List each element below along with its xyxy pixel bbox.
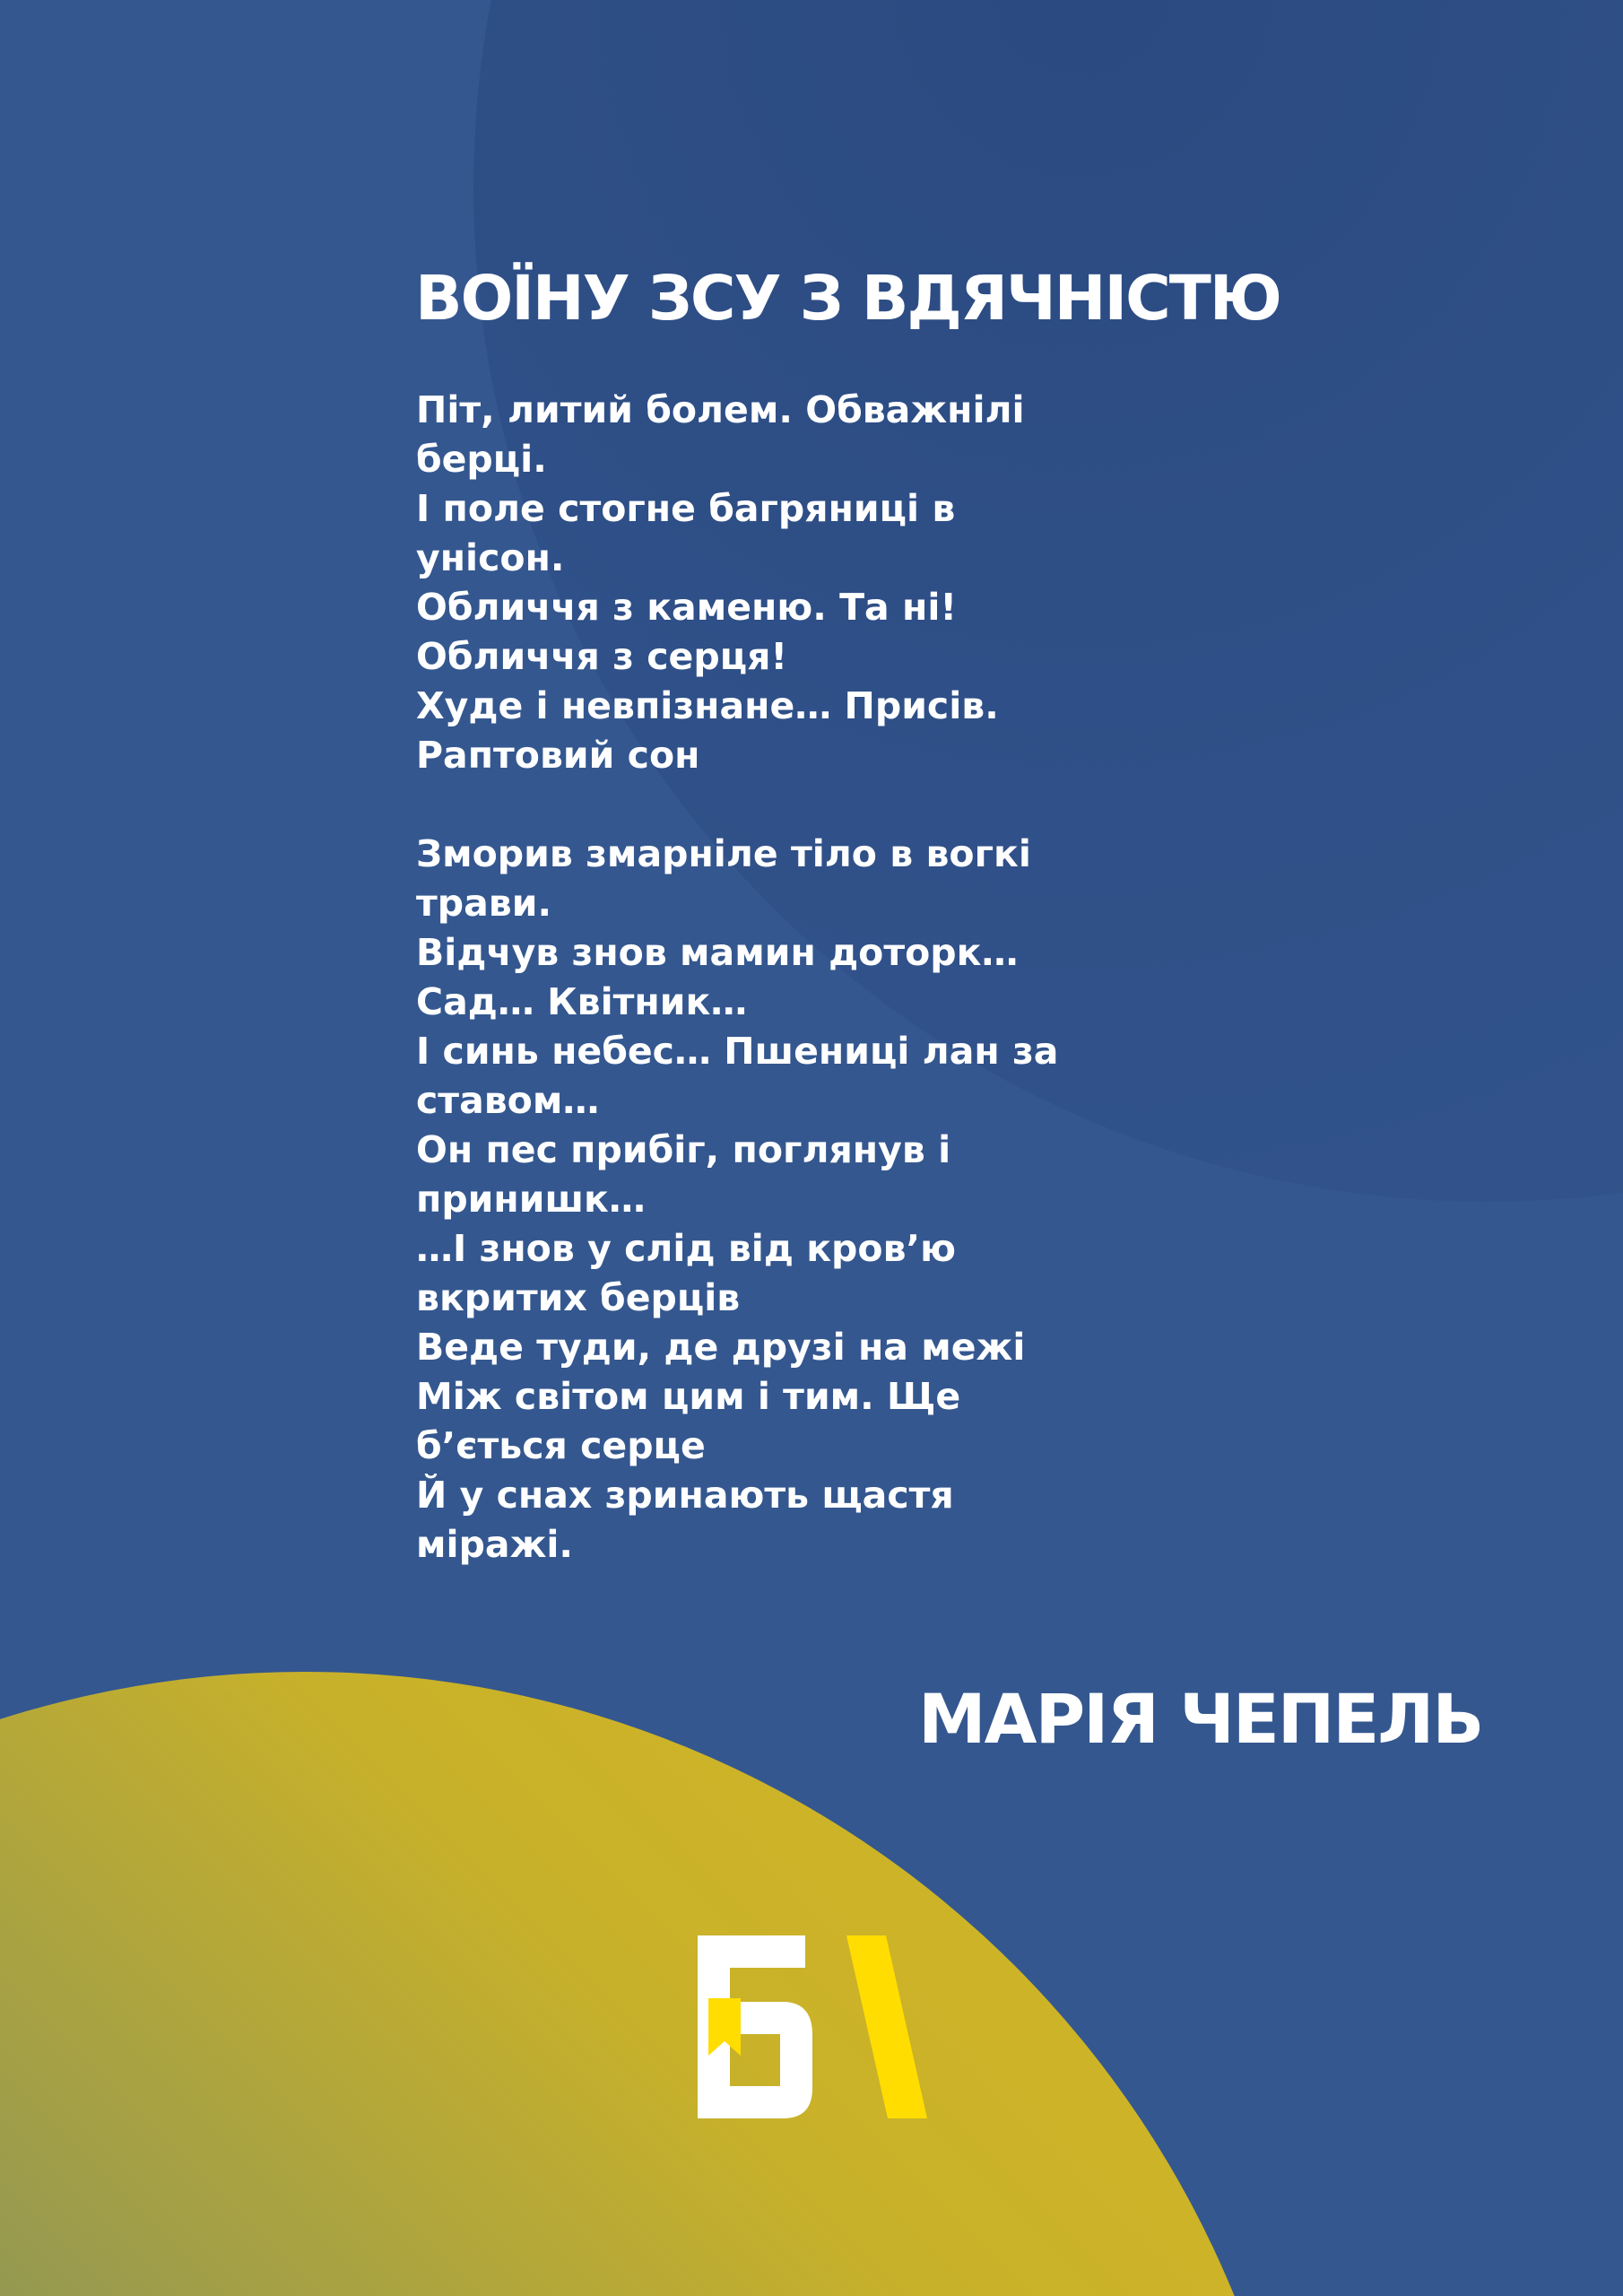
background-yellow-circle: [0, 1672, 1309, 2296]
poem-line: Худе і невпізнане… Присів.: [416, 684, 999, 727]
poem-line: Сад… Квітник…: [416, 980, 748, 1023]
poem-title: ВОЇНУ ЗСУ З ВДЯЧНІСТЮ: [415, 263, 1280, 335]
poem-line: І поле стогне багряниці в: [416, 487, 956, 530]
poem-line: …І знов у слід від кров’ю: [416, 1227, 956, 1270]
poem-line: трави.: [416, 882, 552, 925]
poem-line: Зморив змарніле тіло в вогкі: [416, 832, 1031, 875]
stanza-break: [416, 780, 1058, 830]
poem-line: Он пес прибіг, поглянув і: [416, 1128, 951, 1171]
poem-line: І синь небес… Пшениці лан за: [416, 1030, 1059, 1073]
logo-slash: [846, 1935, 927, 2118]
author-name: МАРІЯ ЧЕПЕЛЬ: [918, 1679, 1483, 1759]
poem-line: Обличчя з серця!: [416, 635, 788, 678]
poem-line: унісон.: [416, 536, 565, 579]
poem-line: Обличчя з каменю. Та ні!: [416, 586, 958, 629]
poem-line: принишк…: [416, 1178, 646, 1221]
poem-line: Відчув знов мамин доторк…: [416, 931, 1019, 974]
poem-line: берці.: [416, 438, 547, 481]
poem-text: [416, 386, 1058, 1570]
poem-line: Між світом цим і тим. Ще: [416, 1375, 961, 1418]
poem-line: Раптовий сон: [416, 734, 700, 777]
publisher-logo-icon: [698, 1935, 927, 2118]
poem-line: Й у снах зринають щастя: [416, 1474, 954, 1517]
poem-line: міражі.: [416, 1523, 574, 1566]
poem-line: Піт, литий болем. Обважнілі: [416, 388, 1025, 431]
poem-line: б’ється серце: [416, 1424, 706, 1467]
poem-line: ставом…: [416, 1079, 600, 1122]
poem-line: вкритих берців: [416, 1276, 741, 1319]
poem-line: Веде туди, де друзі на межі: [416, 1326, 1026, 1369]
